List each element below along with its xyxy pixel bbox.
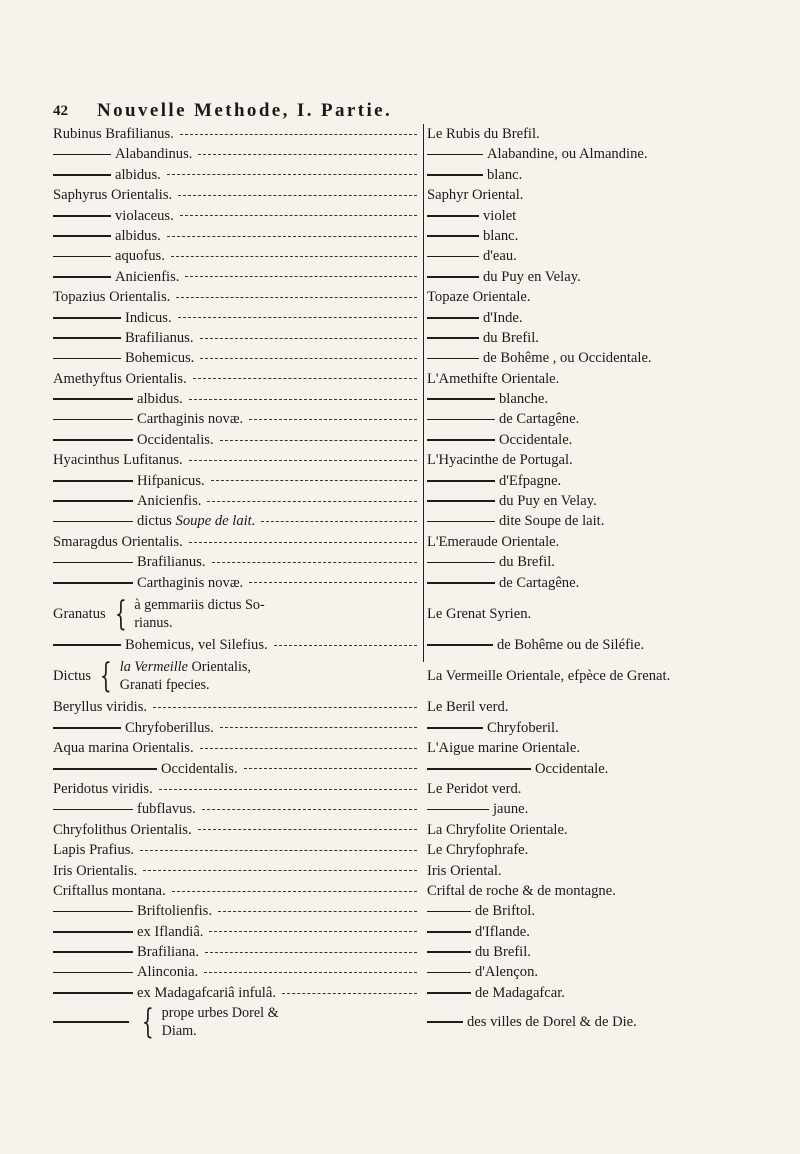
latin-entry: Smaragdus Orientalis. [53,532,421,552]
ditto-rule [427,500,495,502]
latin-entry: Brafilianus. [53,328,421,348]
french-entry: La Vermeille Orientale, efpèce de Grenat. [427,668,671,685]
dash-rule [171,256,417,257]
dash-rule [200,748,417,749]
ditto-rule [427,337,479,339]
french-entry: blanche. [427,389,797,409]
ditto-rule [53,809,133,811]
french-entry: d'Alençon. [427,962,797,982]
french-entry: Iris Oriental. [427,862,502,879]
dash-rule [143,870,417,871]
latin-entry: albidus. [53,165,421,185]
dash-rule [193,378,417,379]
running-title: Nouvelle Methode, I. Partie. [97,100,393,121]
ditto-rule [427,911,471,913]
french-entry: de Madagafcar. [427,983,797,1003]
ditto-rule [427,154,483,156]
brace-glyph: { [141,1002,154,1043]
ditto-rule [427,235,479,237]
latin-entry: Chryfolithus Orientalis. [53,820,421,840]
latin-entry: Alinconia. [53,962,421,982]
ditto-rule [427,215,479,217]
ditto-rule [427,809,489,811]
ditto-rule [427,398,495,400]
latin-entry: Rubinus Brafilianus. [53,124,421,144]
latin-entry: Chryfoberillus. [53,718,421,738]
dash-rule [282,993,417,994]
dash-rule [274,645,417,646]
ditto-rule [427,972,471,974]
ditto-rule [53,358,121,360]
latin-entry: albidus. [53,226,421,246]
ditto-rule [53,235,111,237]
ditto-rule [427,480,495,482]
ditto-rule [427,439,495,441]
latin-entry: Iris Orientalis. [53,861,421,881]
dash-rule [167,174,417,175]
french-entry: blanc. [427,165,797,185]
french-entry: de Cartagêne. [427,409,797,429]
latin-entry: Bohemicus. [53,348,421,368]
ditto-rule [53,480,133,482]
latin-entry: ex Madagafcariâ infulâ. [53,983,421,1003]
latin-entry: Brafiliana. [53,942,421,962]
french-entry: Chryfoberil. [427,718,797,738]
dash-rule [198,829,417,830]
ditto-rule [53,931,133,933]
latin-entry: Anicienfis. [53,267,421,287]
dictus-entry: Dictus { la Vermeille Orientalis, Granati fpecies. [53,656,251,697]
page-number: 42 [53,103,68,119]
dash-rule [178,317,417,318]
ditto-rule [53,951,133,953]
latin-entry: Occidentalis. [53,759,421,779]
french-entry: du Puy en Velay. [427,491,797,511]
french-entry: des villes de Dorel & de Die. [427,1003,797,1041]
latin-entry: Brafilianus. [53,552,421,572]
french-entry: du Brefil. [427,942,797,962]
latin-entry: Alabandinus. [53,144,421,164]
dash-rule [153,707,417,708]
ditto-rule [427,727,483,729]
ditto-rule [53,419,133,421]
latin-entry: Criftallus montana. [53,881,421,901]
ditto-rule [53,398,133,400]
ditto-rule [53,727,121,729]
granatus-entry: Granatus { à gemmariis dictus So- rianus. [53,593,265,634]
ditto-rule [53,911,133,913]
french-entry: de Cartagêne. [427,573,797,593]
ditto-rule [427,419,495,421]
french-entry: L'Hyacinthe de Portugal. [427,452,573,469]
ditto-rule [53,154,111,156]
french-entry: du Brefil. [427,328,797,348]
ditto-rule [427,317,479,319]
ditto-rule [53,1021,129,1023]
ditto-rule [427,644,493,646]
ditto-rule [53,562,133,564]
latin-entry: Occidentalis. [53,430,421,450]
latin-entry: Peridotus viridis. [53,779,421,799]
french-entry: d'Iflande. [427,922,797,942]
dash-rule [189,542,417,543]
french-entry: Le Rubis du Brefil. [427,126,540,142]
latin-entry: albidus. [53,389,421,409]
dash-rule [205,952,417,953]
page-header [53,100,773,124]
ditto-rule [53,439,133,441]
french-entry: violet [427,206,797,226]
french-entry: jaune. [427,799,797,819]
french-entry: du Brefil. [427,552,797,572]
ditto-rule [427,358,479,360]
latin-entry: Carthaginis novæ. [53,573,421,593]
ditto-rule [427,951,471,953]
dash-rule [244,768,417,769]
dash-rule [140,850,417,851]
ditto-rule [53,768,157,770]
ditto-rule [53,174,111,176]
french-entry: Occidentale. [427,430,797,450]
french-entry: L'Emeraude Orientale. [427,533,560,550]
dash-rule [185,276,417,277]
ditto-rule [53,644,121,646]
latin-entry: Aqua marina Orientalis. [53,738,421,758]
latin-entry: Anicienfis. [53,491,421,511]
ditto-rule [53,215,111,217]
french-entry: Le Chryfophrafe. [427,842,529,859]
ditto-rule [427,174,483,176]
dash-rule [207,501,417,502]
dash-rule [209,931,417,932]
dash-rule [220,440,417,441]
latin-entry: Hifpanicus. [53,471,421,491]
ditto-rule [53,500,133,502]
french-entry: d'eau. [427,246,797,266]
french-entry: dite Soupe de lait. [427,511,797,531]
dorel-entry: { prope urbes Dorel & Diam. [53,1003,421,1041]
latin-entry: Hyacinthus Lufitanus. [53,450,421,470]
ditto-rule [427,768,531,770]
french-entry: L'Aigue marine Orientale. [427,740,580,757]
french-entry: Le Grenat Syrien. [427,605,532,622]
latin-column [53,124,421,1041]
french-entry: blanc. [427,226,797,246]
ditto-rule [53,521,133,523]
latin-entry: Beryllus viridis. [53,697,421,717]
french-entry: de Briftol. [427,901,797,921]
french-entry: d'Efpagne. [427,471,797,491]
ditto-rule [53,582,133,584]
dash-rule [189,399,417,400]
brace-glyph: { [114,593,127,634]
dash-rule [202,809,417,810]
latin-entry: Briftolienfis. [53,901,421,921]
ditto-rule [427,521,495,523]
dash-rule [180,134,417,135]
latin-entry: Lapis Prafius. [53,840,421,860]
ditto-rule [53,317,121,319]
dash-rule [212,562,418,563]
latin-entry: fubflavus. [53,799,421,819]
ditto-rule [427,1021,463,1023]
dash-rule [204,972,417,973]
column-divider [423,124,424,662]
dash-rule [198,154,417,155]
dash-rule [200,338,418,339]
ditto-rule [53,256,111,258]
french-entry: du Puy en Velay. [427,267,797,287]
french-entry: L'Amethifte Orientale. [427,370,560,387]
ditto-rule [427,992,471,994]
french-entry: Le Beril verd. [427,699,509,716]
french-entry: de Bohême ou de Siléfie. [427,635,797,655]
french-entry: La Chryfolite Orientale. [427,821,568,838]
french-entry: Saphyr Oriental. [427,187,524,204]
dash-rule [220,727,417,728]
dash-rule [249,582,417,583]
ditto-rule [53,992,133,994]
ditto-rule [427,562,495,564]
latin-entry: Topazius Orientalis. [53,287,421,307]
latin-entry: Amethyftus Orientalis. [53,369,421,389]
french-entry: de Bohême , ou Occidentale. [427,348,797,368]
ditto-rule [427,256,479,258]
latin-entry: Bohemicus, vel Silefius. [53,635,421,655]
dash-rule [167,236,417,237]
latin-entry: Indicus. [53,308,421,328]
dash-rule [172,891,417,892]
dash-rule [176,297,417,298]
french-column [427,124,797,1041]
latin-entry: ex Iflandiâ. [53,922,421,942]
dash-rule [261,521,417,522]
ditto-rule [427,931,471,933]
latin-entry: aquofus. [53,246,421,266]
dash-rule [178,195,417,196]
french-entry: d'Inde. [427,308,797,328]
latin-entry: Carthaginis novæ. [53,409,421,429]
ditto-rule [53,276,111,278]
french-entry: Criftal de roche & de montagne. [427,882,616,899]
ditto-rule [53,972,133,974]
dash-rule [211,480,417,481]
ditto-rule [427,582,495,584]
dash-rule [189,460,417,461]
dash-rule [200,358,417,359]
latin-entry: dictus Soupe de lait. [53,511,421,531]
french-entry: Alabandine, ou Almandine. [427,144,797,164]
french-entry: Occidentale. [427,759,797,779]
latin-entry: Saphyrus Orientalis. [53,185,421,205]
french-entry: Le Peridot verd. [427,780,522,797]
dash-rule [180,215,417,216]
ditto-rule [53,337,121,339]
ditto-rule [427,276,479,278]
dash-rule [159,789,417,790]
latin-entry: violaceus. [53,206,421,226]
dash-rule [218,911,417,912]
dash-rule [249,419,417,420]
french-entry: Topaze Orientale. [427,289,531,306]
brace-glyph: { [99,656,112,697]
